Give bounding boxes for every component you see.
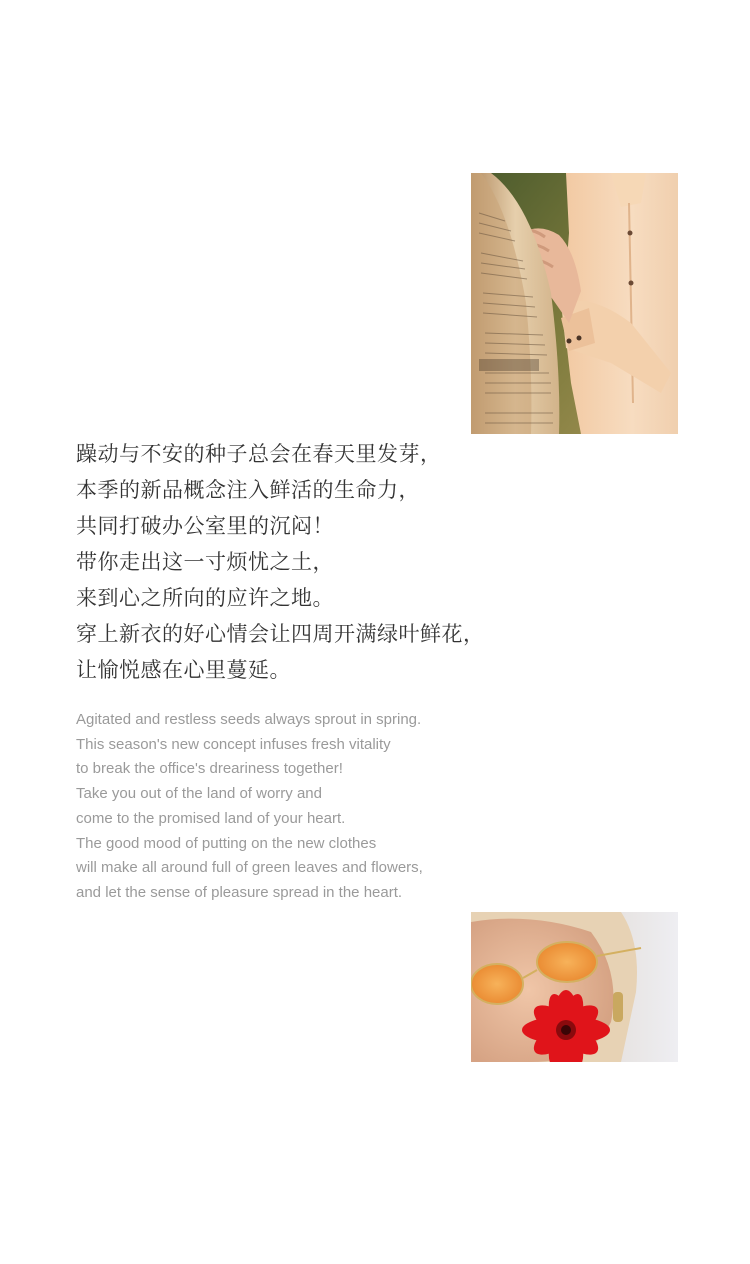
english-line: come to the promised land of your heart. [76,809,346,827]
english-line: This season's new concept infuses fresh vitality [76,735,391,753]
flower-sunglasses-photo-illustration [471,912,678,1062]
english-line: Agitated and restless seeds always sprout in spring. [76,711,422,728]
chinese-line: 共同打破办公室里的沉闷！ [76,514,334,538]
chinese-line: 本季的新品概念注入鲜活的生命力， [76,478,420,502]
english-copy [76,708,496,906]
chinese-line: 来到心之所向的应许之地。 [76,586,334,610]
english-line: Take you out of the land of worry and [76,785,322,803]
newspaper-photo-illustration [471,173,678,434]
chinese-line: 穿上新衣的好心情会让四周开满绿叶鲜花， [76,622,485,646]
english-line: to break the office's dreariness together! [76,760,343,778]
english-line: will make all around full of green leaves and flowers, [76,859,423,877]
chinese-copy [76,436,536,688]
newspaper-photo [471,173,678,434]
english-line: and let the sense of pleasure spread in the heart. [76,883,403,901]
chinese-line: 带你走出这一寸烦忧之土， [76,550,334,574]
chinese-line: 躁动与不安的种子总会在春天里发芽， [76,442,442,466]
flower-sunglasses-photo [471,912,678,1062]
chinese-line: 让愉悦感在心里蔓延。 [76,658,291,682]
english-line: The good mood of putting on the new clothes [76,834,377,852]
